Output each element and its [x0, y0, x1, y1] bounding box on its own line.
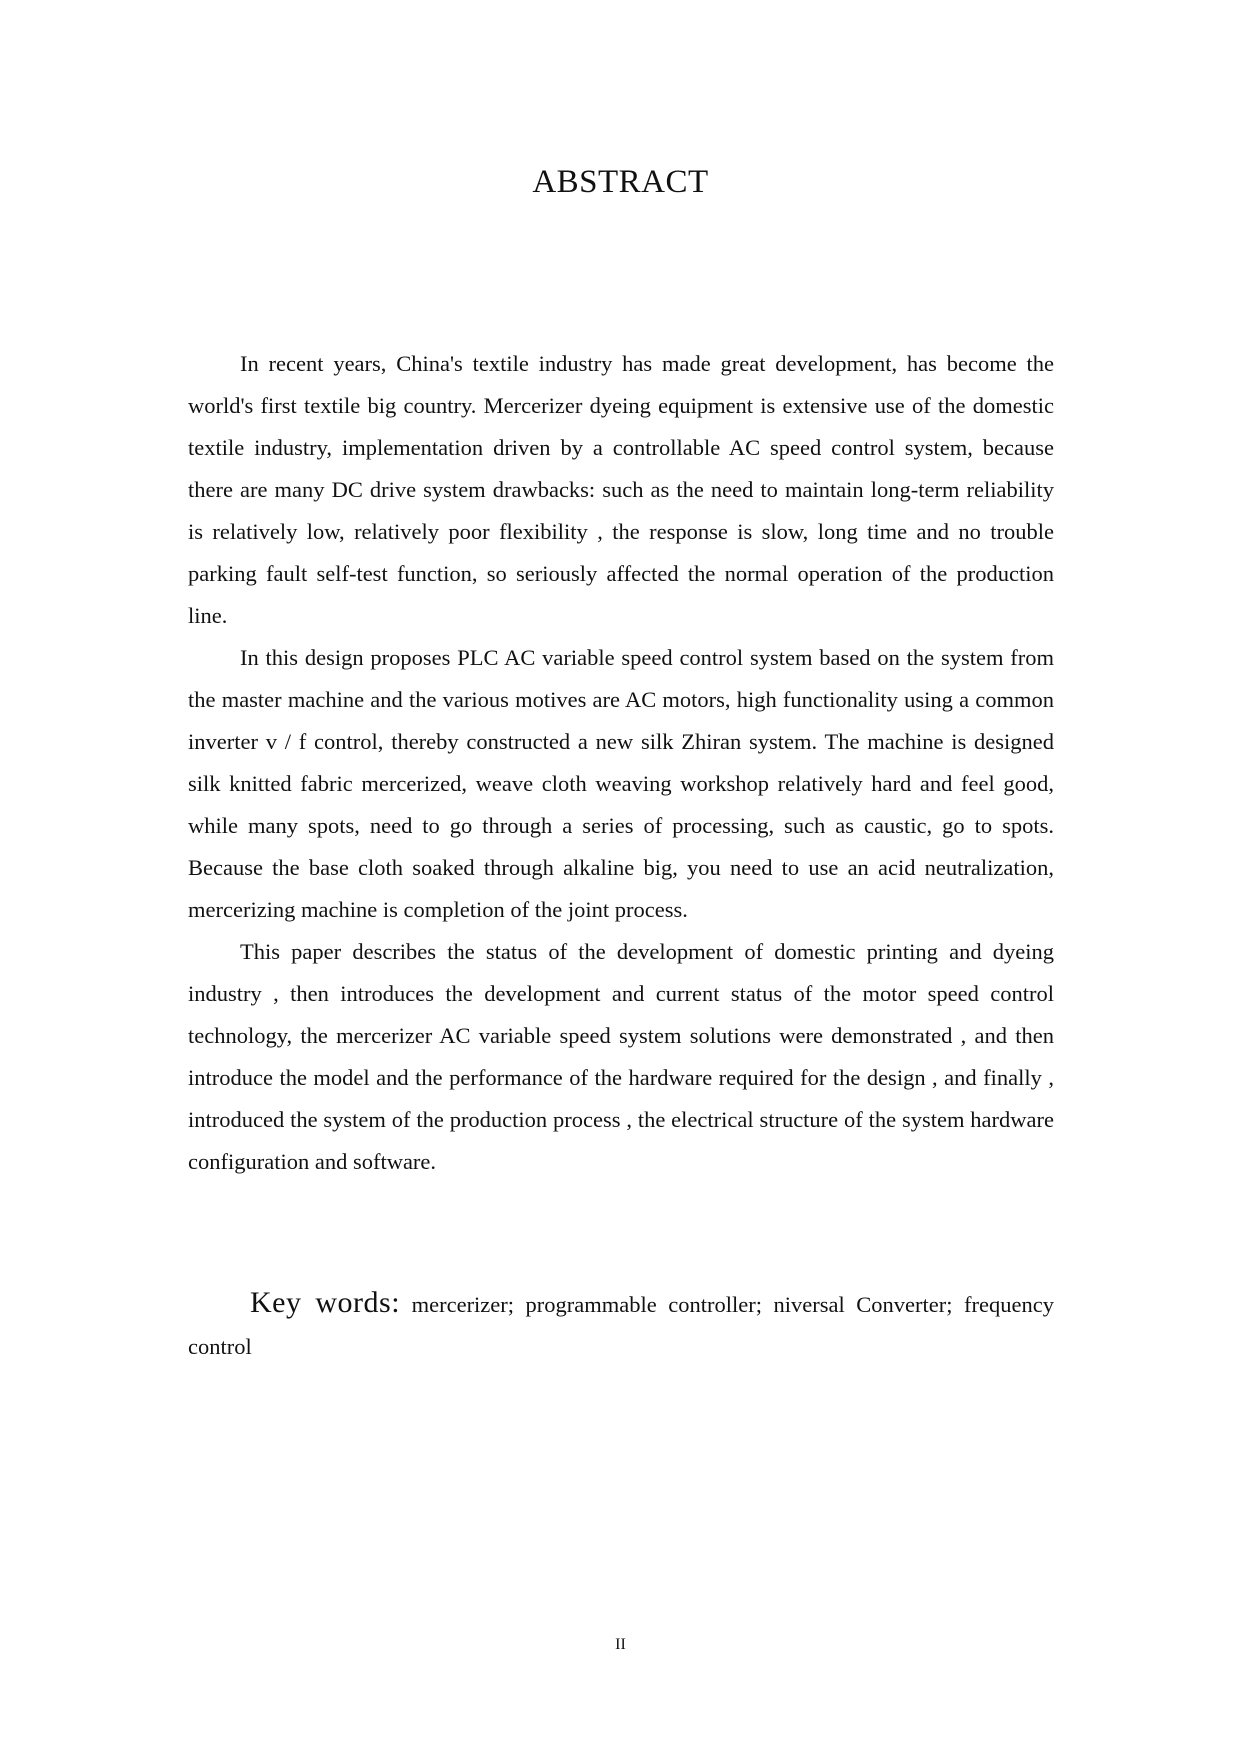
abstract-paragraph-2: In this design proposes PLC AC variable speed control system based on the system from the master machine and the various motives are AC motors, high functionality using a common inverter v / f control, thereby constructed a new silk Zhiran system. The machine is designed silk knitted fabric mercerized, weave cloth weaving workshop relatively hard and feel good, while many spots, need to go through a series of processing, such as caustic, go to spots. Because the base cloth soaked through alkaline big, you need to use an acid neutralization, mercerizing machine is completion of the joint process.	[188, 645, 1054, 922]
keywords-text: mercerizer; programmable controller; niversal Converter; frequency control	[188, 1292, 1055, 1359]
abstract-body	[188, 343, 1054, 1183]
abstract-title: ABSTRACT	[532, 164, 709, 200]
abstract-paragraph-3: This paper describes the status of the development of domestic printing and dyeing industry , then introduces the development and current status of the motor speed control technology, the mercerizer AC variable speed system solutions were demonstrated , and then introduce the model and the performance of the hardware required for the design , and finally , introduced the system of the production process , the electrical structure of the system hardware configuration and software.	[188, 939, 1054, 1174]
abstract-paragraph-1: In recent years, China's textile industry has made great development, has become the world's first textile big country. Mercerizer dyeing equipment is extensive use of the domestic textile industry, implementation driven by a controllable AC speed control system, because there are many DC drive system drawbacks: such as the need to maintain long-term reliability is relatively low, relatively poor flexibility , the response is slow, long time and no trouble parking fault self-test function, so seriously affected the normal operation of the production line.	[188, 351, 1054, 628]
keywords-line	[188, 1282, 1054, 1368]
page-number: II	[615, 1636, 626, 1653]
keywords-label: Key words:	[250, 1286, 401, 1319]
